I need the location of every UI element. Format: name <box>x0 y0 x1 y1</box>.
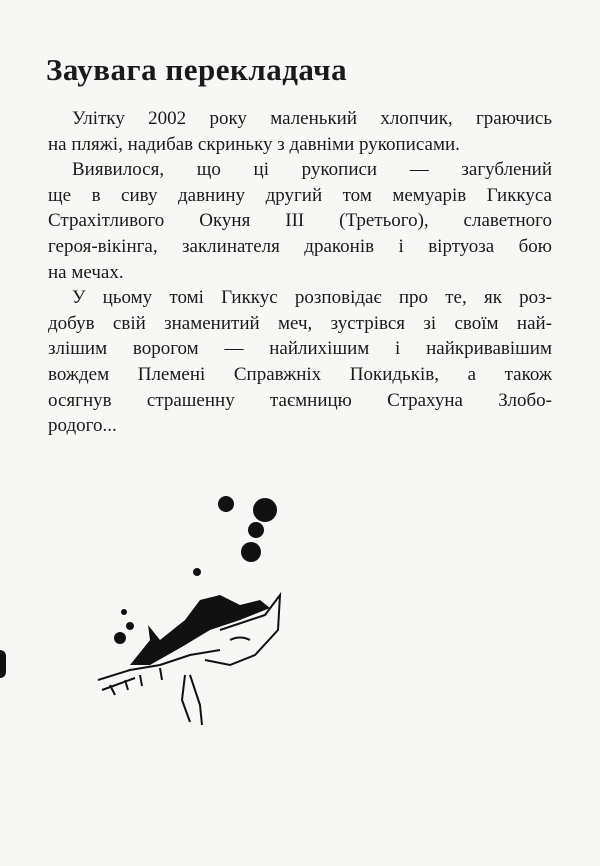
dragon-teeth <box>102 668 162 695</box>
ink-blot <box>193 568 201 576</box>
text-line: осягнув страшенну таємницю Страхуна Злобо- <box>48 389 552 411</box>
text-line: ще в сиву давнину другий том мемуарів Гиккуса <box>48 184 552 206</box>
ink-blot <box>218 496 234 512</box>
text-line: злішим ворогом — найлихішим і найкривавішим <box>48 338 552 360</box>
ink-blot <box>248 522 264 538</box>
page-edge-mark <box>0 650 6 678</box>
ink-blot <box>126 622 134 630</box>
dragon-head-shape <box>130 595 270 665</box>
text-line: Виявилося, що ці рукописи — загублений <box>72 159 552 181</box>
dragon-ink-illustration <box>90 490 310 740</box>
ink-blot <box>121 609 127 615</box>
ink-blot <box>114 632 126 644</box>
text-line: Страхітливого Окуня III (Третього), славетного <box>48 210 552 232</box>
text-line: родого... <box>48 415 117 437</box>
ink-blot <box>241 542 261 562</box>
text-line: добув свій знаменитий меч, зустрівся зі своїм най- <box>48 312 552 334</box>
dragon-eye <box>230 638 250 641</box>
ink-blot <box>253 498 277 522</box>
body-text <box>48 106 552 439</box>
text-line: У цьому томі Гиккус розповідає про те, як роз- <box>72 287 552 309</box>
text-line: Улітку 2002 року маленький хлопчик, граючись <box>72 108 552 129</box>
page-title: Заувага перекладача <box>46 52 348 87</box>
dragon-beard <box>182 675 202 725</box>
text-line: на мечах. <box>48 261 124 283</box>
text-line: вождем Племені Справжніх Покидьків, а також <box>48 363 552 385</box>
text-line: на пляжі, надибав скриньку з давніми рукописами. <box>48 133 460 155</box>
text-line: героя-вікінга, заклинателя драконів і віртуоза бою <box>48 235 552 257</box>
